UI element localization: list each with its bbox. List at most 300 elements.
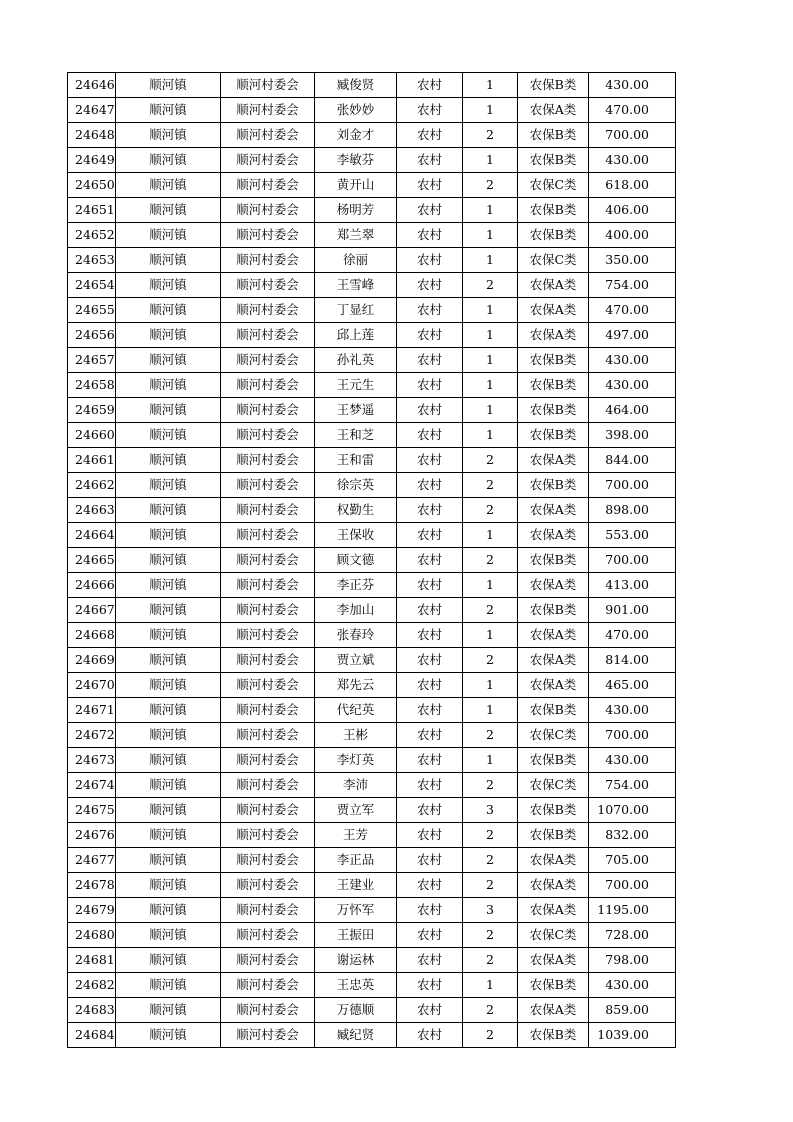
household-type-cell: 农村: [397, 923, 463, 948]
insurance-category-cell: 农保A类: [518, 898, 589, 923]
record-id-cell: 24659: [68, 398, 116, 423]
person-name-cell: 贾立斌: [315, 648, 397, 673]
person-name-cell: 谢运林: [315, 948, 397, 973]
insurance-category-cell: 农保A类: [518, 98, 589, 123]
village-committee-cell: 顺河村委会: [221, 148, 315, 173]
village-committee-cell: 顺河村委会: [221, 548, 315, 573]
village-committee-cell: 顺河村委会: [221, 423, 315, 448]
table-row: [68, 473, 676, 498]
person-name-cell: 王雪峰: [315, 273, 397, 298]
town-cell: 顺河镇: [116, 423, 221, 448]
person-name-cell: 邱上莲: [315, 323, 397, 348]
record-id-cell: 24673: [68, 748, 116, 773]
insurance-category-cell: 农保A类: [518, 998, 589, 1023]
person-name-cell: 郑兰翠: [315, 223, 397, 248]
member-count-cell: 2: [463, 948, 518, 973]
household-type-cell: 农村: [397, 823, 463, 848]
table-row: [68, 173, 676, 198]
village-committee-cell: 顺河村委会: [221, 923, 315, 948]
member-count-cell: 2: [463, 173, 518, 198]
record-id-cell: 24677: [68, 848, 116, 873]
amount-cell: 901.00: [589, 598, 676, 623]
member-count-cell: 2: [463, 473, 518, 498]
person-name-cell: 刘金才: [315, 123, 397, 148]
village-committee-cell: 顺河村委会: [221, 398, 315, 423]
amount-cell: 700.00: [589, 723, 676, 748]
village-committee-cell: 顺河村委会: [221, 323, 315, 348]
person-name-cell: 王保收: [315, 523, 397, 548]
table-row: [68, 623, 676, 648]
insurance-category-cell: 农保B类: [518, 348, 589, 373]
record-id-cell: 24653: [68, 248, 116, 273]
person-name-cell: 李敏芬: [315, 148, 397, 173]
table-row: [68, 198, 676, 223]
person-name-cell: 郑先云: [315, 673, 397, 698]
insurance-category-cell: 农保A类: [518, 873, 589, 898]
village-committee-cell: 顺河村委会: [221, 273, 315, 298]
person-name-cell: 王振田: [315, 923, 397, 948]
member-count-cell: 1: [463, 673, 518, 698]
member-count-cell: 1: [463, 573, 518, 598]
table-row: [68, 823, 676, 848]
amount-cell: 700.00: [589, 873, 676, 898]
amount-cell: 705.00: [589, 848, 676, 873]
person-name-cell: 万德顺: [315, 998, 397, 1023]
insurance-category-cell: 农保B类: [518, 123, 589, 148]
village-committee-cell: 顺河村委会: [221, 448, 315, 473]
person-name-cell: 王忠英: [315, 973, 397, 998]
record-id-cell: 24654: [68, 273, 116, 298]
town-cell: 顺河镇: [116, 848, 221, 873]
table-row: [68, 523, 676, 548]
record-id-cell: 24647: [68, 98, 116, 123]
table-row: [68, 923, 676, 948]
town-cell: 顺河镇: [116, 873, 221, 898]
village-committee-cell: 顺河村委会: [221, 823, 315, 848]
household-type-cell: 农村: [397, 423, 463, 448]
table-row: [68, 323, 676, 348]
member-count-cell: 1: [463, 248, 518, 273]
record-id-cell: 24676: [68, 823, 116, 848]
record-id-cell: 24651: [68, 198, 116, 223]
insurance-category-cell: 农保B类: [518, 423, 589, 448]
household-type-cell: 农村: [397, 473, 463, 498]
table-row: [68, 548, 676, 573]
member-count-cell: 2: [463, 923, 518, 948]
town-cell: 顺河镇: [116, 898, 221, 923]
table-row: [68, 1023, 676, 1048]
village-committee-cell: 顺河村委会: [221, 123, 315, 148]
town-cell: 顺河镇: [116, 73, 221, 98]
household-type-cell: 农村: [397, 398, 463, 423]
town-cell: 顺河镇: [116, 823, 221, 848]
town-cell: 顺河镇: [116, 573, 221, 598]
village-committee-cell: 顺河村委会: [221, 298, 315, 323]
table-row: [68, 898, 676, 923]
member-count-cell: 2: [463, 648, 518, 673]
town-cell: 顺河镇: [116, 723, 221, 748]
amount-cell: 430.00: [589, 148, 676, 173]
amount-cell: 728.00: [589, 923, 676, 948]
member-count-cell: 1: [463, 323, 518, 348]
person-name-cell: 王梦遥: [315, 398, 397, 423]
person-name-cell: 贾立军: [315, 798, 397, 823]
record-id-cell: 24680: [68, 923, 116, 948]
table-row: [68, 748, 676, 773]
village-committee-cell: 顺河村委会: [221, 523, 315, 548]
insurance-category-cell: 农保A类: [518, 573, 589, 598]
member-count-cell: 2: [463, 998, 518, 1023]
table-row: [68, 398, 676, 423]
person-name-cell: 李加山: [315, 598, 397, 623]
amount-cell: 898.00: [589, 498, 676, 523]
household-type-cell: 农村: [397, 523, 463, 548]
table-row: [68, 648, 676, 673]
person-name-cell: 王彬: [315, 723, 397, 748]
household-type-cell: 农村: [397, 873, 463, 898]
record-id-cell: 24675: [68, 798, 116, 823]
household-type-cell: 农村: [397, 98, 463, 123]
household-type-cell: 农村: [397, 1023, 463, 1048]
amount-cell: 430.00: [589, 373, 676, 398]
town-cell: 顺河镇: [116, 623, 221, 648]
insurance-category-cell: 农保A类: [518, 273, 589, 298]
insurance-category-cell: 农保C类: [518, 248, 589, 273]
member-count-cell: 2: [463, 1023, 518, 1048]
town-cell: 顺河镇: [116, 198, 221, 223]
household-type-cell: 农村: [397, 148, 463, 173]
insurance-category-cell: 农保A类: [518, 523, 589, 548]
member-count-cell: 2: [463, 823, 518, 848]
village-committee-cell: 顺河村委会: [221, 798, 315, 823]
record-id-cell: 24649: [68, 148, 116, 173]
town-cell: 顺河镇: [116, 798, 221, 823]
town-cell: 顺河镇: [116, 148, 221, 173]
person-name-cell: 权勤生: [315, 498, 397, 523]
table-row: [68, 98, 676, 123]
town-cell: 顺河镇: [116, 1023, 221, 1048]
town-cell: 顺河镇: [116, 973, 221, 998]
record-id-cell: 24679: [68, 898, 116, 923]
member-count-cell: 2: [463, 773, 518, 798]
insurance-category-cell: 农保B类: [518, 748, 589, 773]
amount-cell: 553.00: [589, 523, 676, 548]
household-type-cell: 农村: [397, 273, 463, 298]
amount-cell: 618.00: [589, 173, 676, 198]
household-type-cell: 农村: [397, 648, 463, 673]
person-name-cell: 李正品: [315, 848, 397, 873]
village-committee-cell: 顺河村委会: [221, 898, 315, 923]
member-count-cell: 2: [463, 598, 518, 623]
town-cell: 顺河镇: [116, 523, 221, 548]
member-count-cell: 3: [463, 798, 518, 823]
household-type-cell: 农村: [397, 373, 463, 398]
village-committee-cell: 顺河村委会: [221, 1023, 315, 1048]
insurance-category-cell: 农保B类: [518, 698, 589, 723]
person-name-cell: 王建业: [315, 873, 397, 898]
amount-cell: 814.00: [589, 648, 676, 673]
household-type-cell: 农村: [397, 773, 463, 798]
household-type-cell: 农村: [397, 173, 463, 198]
town-cell: 顺河镇: [116, 673, 221, 698]
insurance-category-cell: 农保A类: [518, 673, 589, 698]
record-id-cell: 24667: [68, 598, 116, 623]
insurance-category-cell: 农保A类: [518, 648, 589, 673]
insurance-category-cell: 农保B类: [518, 598, 589, 623]
household-type-cell: 农村: [397, 673, 463, 698]
table-row: [68, 848, 676, 873]
town-cell: 顺河镇: [116, 598, 221, 623]
member-count-cell: 2: [463, 548, 518, 573]
amount-cell: 350.00: [589, 248, 676, 273]
record-id-cell: 24660: [68, 423, 116, 448]
amount-cell: 430.00: [589, 348, 676, 373]
table-row: [68, 498, 676, 523]
village-committee-cell: 顺河村委会: [221, 723, 315, 748]
record-id-cell: 24663: [68, 498, 116, 523]
amount-cell: 430.00: [589, 73, 676, 98]
insurance-category-cell: 农保B类: [518, 1023, 589, 1048]
town-cell: 顺河镇: [116, 273, 221, 298]
amount-cell: 464.00: [589, 398, 676, 423]
town-cell: 顺河镇: [116, 698, 221, 723]
table-row: [68, 948, 676, 973]
table-row: [68, 573, 676, 598]
person-name-cell: 李正芬: [315, 573, 397, 598]
household-type-cell: 农村: [397, 798, 463, 823]
amount-cell: 832.00: [589, 823, 676, 848]
person-name-cell: 王元生: [315, 373, 397, 398]
town-cell: 顺河镇: [116, 748, 221, 773]
person-name-cell: 王和雷: [315, 448, 397, 473]
record-id-cell: 24668: [68, 623, 116, 648]
member-count-cell: 3: [463, 898, 518, 923]
household-type-cell: 农村: [397, 948, 463, 973]
person-name-cell: 臧俊贤: [315, 73, 397, 98]
town-cell: 顺河镇: [116, 498, 221, 523]
household-type-cell: 农村: [397, 748, 463, 773]
household-type-cell: 农村: [397, 848, 463, 873]
town-cell: 顺河镇: [116, 448, 221, 473]
amount-cell: 465.00: [589, 673, 676, 698]
member-count-cell: 1: [463, 623, 518, 648]
record-id-cell: 24665: [68, 548, 116, 573]
village-committee-cell: 顺河村委会: [221, 248, 315, 273]
table-row: [68, 298, 676, 323]
insurance-category-cell: 农保A类: [518, 298, 589, 323]
member-count-cell: 1: [463, 373, 518, 398]
insurance-category-cell: 农保B类: [518, 973, 589, 998]
table-row: [68, 598, 676, 623]
town-cell: 顺河镇: [116, 98, 221, 123]
person-name-cell: 徐丽: [315, 248, 397, 273]
table-row: [68, 248, 676, 273]
household-type-cell: 农村: [397, 198, 463, 223]
amount-cell: 430.00: [589, 698, 676, 723]
insurance-category-cell: 农保B类: [518, 73, 589, 98]
town-cell: 顺河镇: [116, 323, 221, 348]
town-cell: 顺河镇: [116, 548, 221, 573]
insurance-category-cell: 农保C类: [518, 173, 589, 198]
person-name-cell: 杨明芳: [315, 198, 397, 223]
household-type-cell: 农村: [397, 323, 463, 348]
amount-cell: 470.00: [589, 623, 676, 648]
person-name-cell: 臧纪贤: [315, 1023, 397, 1048]
member-count-cell: 1: [463, 298, 518, 323]
record-id-cell: 24648: [68, 123, 116, 148]
household-type-cell: 农村: [397, 573, 463, 598]
record-id-cell: 24655: [68, 298, 116, 323]
village-committee-cell: 顺河村委会: [221, 223, 315, 248]
record-id-cell: 24658: [68, 373, 116, 398]
town-cell: 顺河镇: [116, 248, 221, 273]
record-id-cell: 24656: [68, 323, 116, 348]
table-row: [68, 273, 676, 298]
town-cell: 顺河镇: [116, 773, 221, 798]
record-id-cell: 24671: [68, 698, 116, 723]
record-id-cell: 24683: [68, 998, 116, 1023]
household-type-cell: 农村: [397, 973, 463, 998]
amount-cell: 1039.00: [589, 1023, 676, 1048]
insurance-category-cell: 农保A类: [518, 498, 589, 523]
amount-cell: 859.00: [589, 998, 676, 1023]
record-id-cell: 24666: [68, 573, 116, 598]
insurance-category-cell: 农保A类: [518, 623, 589, 648]
member-count-cell: 1: [463, 973, 518, 998]
household-type-cell: 农村: [397, 248, 463, 273]
village-committee-cell: 顺河村委会: [221, 98, 315, 123]
member-count-cell: 1: [463, 98, 518, 123]
village-committee-cell: 顺河村委会: [221, 773, 315, 798]
household-type-cell: 农村: [397, 223, 463, 248]
village-committee-cell: 顺河村委会: [221, 973, 315, 998]
household-type-cell: 农村: [397, 698, 463, 723]
member-count-cell: 2: [463, 873, 518, 898]
town-cell: 顺河镇: [116, 123, 221, 148]
insurance-category-cell: 农保A类: [518, 848, 589, 873]
insurance-category-cell: 农保B类: [518, 473, 589, 498]
record-id-cell: 24664: [68, 523, 116, 548]
member-count-cell: 1: [463, 398, 518, 423]
village-committee-cell: 顺河村委会: [221, 573, 315, 598]
village-committee-cell: 顺河村委会: [221, 373, 315, 398]
village-committee-cell: 顺河村委会: [221, 598, 315, 623]
table-row: [68, 873, 676, 898]
household-type-cell: 农村: [397, 73, 463, 98]
insurance-category-cell: 农保C类: [518, 773, 589, 798]
person-name-cell: 李灯英: [315, 748, 397, 773]
table-row: [68, 123, 676, 148]
village-committee-cell: 顺河村委会: [221, 698, 315, 723]
record-id-cell: 24682: [68, 973, 116, 998]
amount-cell: 700.00: [589, 473, 676, 498]
insurance-category-cell: 农保B类: [518, 548, 589, 573]
household-type-cell: 农村: [397, 498, 463, 523]
village-committee-cell: 顺河村委会: [221, 623, 315, 648]
insurance-category-cell: 农保A类: [518, 323, 589, 348]
record-id-cell: 24670: [68, 673, 116, 698]
household-type-cell: 农村: [397, 623, 463, 648]
person-name-cell: 顾文德: [315, 548, 397, 573]
town-cell: 顺河镇: [116, 948, 221, 973]
household-type-cell: 农村: [397, 298, 463, 323]
household-type-cell: 农村: [397, 548, 463, 573]
amount-cell: 430.00: [589, 973, 676, 998]
town-cell: 顺河镇: [116, 223, 221, 248]
person-name-cell: 王芳: [315, 823, 397, 848]
record-id-cell: 24657: [68, 348, 116, 373]
insurance-category-cell: 农保B类: [518, 823, 589, 848]
person-name-cell: 孙礼英: [315, 348, 397, 373]
amount-cell: 470.00: [589, 298, 676, 323]
person-name-cell: 王和芝: [315, 423, 397, 448]
table-row: [68, 673, 676, 698]
village-committee-cell: 顺河村委会: [221, 673, 315, 698]
village-committee-cell: 顺河村委会: [221, 948, 315, 973]
household-type-cell: 农村: [397, 598, 463, 623]
household-type-cell: 农村: [397, 998, 463, 1023]
amount-cell: 430.00: [589, 748, 676, 773]
table-row: [68, 448, 676, 473]
village-committee-cell: 顺河村委会: [221, 173, 315, 198]
village-committee-cell: 顺河村委会: [221, 873, 315, 898]
insurance-category-cell: 农保A类: [518, 448, 589, 473]
amount-cell: 1195.00: [589, 898, 676, 923]
person-name-cell: 张春玲: [315, 623, 397, 648]
household-type-cell: 农村: [397, 348, 463, 373]
town-cell: 顺河镇: [116, 373, 221, 398]
village-committee-cell: 顺河村委会: [221, 473, 315, 498]
amount-cell: 844.00: [589, 448, 676, 473]
amount-cell: 798.00: [589, 948, 676, 973]
town-cell: 顺河镇: [116, 473, 221, 498]
town-cell: 顺河镇: [116, 173, 221, 198]
table-row: [68, 73, 676, 98]
town-cell: 顺河镇: [116, 648, 221, 673]
person-name-cell: 万怀军: [315, 898, 397, 923]
person-name-cell: 李沛: [315, 773, 397, 798]
amount-cell: 497.00: [589, 323, 676, 348]
insurance-category-cell: 农保A类: [518, 948, 589, 973]
amount-cell: 398.00: [589, 423, 676, 448]
record-id-cell: 24672: [68, 723, 116, 748]
member-count-cell: 1: [463, 198, 518, 223]
person-name-cell: 代纪英: [315, 698, 397, 723]
member-count-cell: 2: [463, 273, 518, 298]
record-id-cell: 24646: [68, 73, 116, 98]
town-cell: 顺河镇: [116, 998, 221, 1023]
amount-cell: 700.00: [589, 548, 676, 573]
record-id-cell: 24662: [68, 473, 116, 498]
record-id-cell: 24650: [68, 173, 116, 198]
household-type-cell: 农村: [397, 448, 463, 473]
member-count-cell: 1: [463, 423, 518, 448]
insurance-category-cell: 农保B类: [518, 223, 589, 248]
table-row: [68, 223, 676, 248]
table-row: [68, 798, 676, 823]
village-committee-cell: 顺河村委会: [221, 748, 315, 773]
table-row: [68, 698, 676, 723]
member-count-cell: 2: [463, 448, 518, 473]
household-type-cell: 农村: [397, 898, 463, 923]
member-count-cell: 1: [463, 73, 518, 98]
member-count-cell: 1: [463, 348, 518, 373]
person-name-cell: 黄开山: [315, 173, 397, 198]
table-row: [68, 723, 676, 748]
table-row: [68, 423, 676, 448]
insurance-category-cell: 农保B类: [518, 398, 589, 423]
person-name-cell: 丁显红: [315, 298, 397, 323]
